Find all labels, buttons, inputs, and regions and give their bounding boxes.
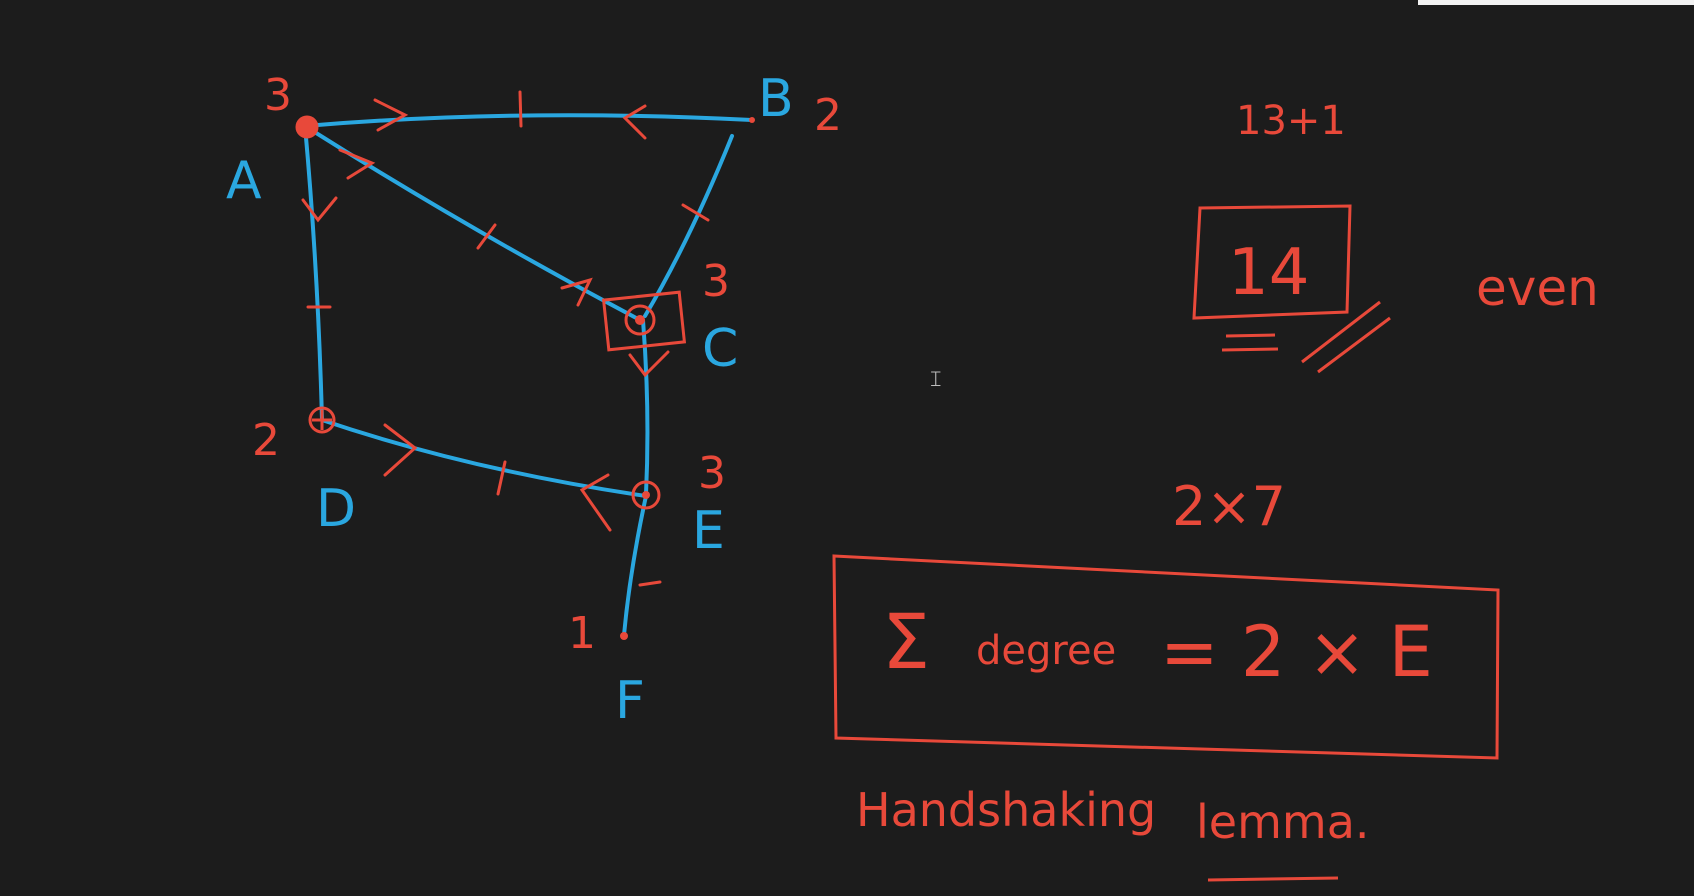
arrow-mark (385, 425, 415, 475)
total-value: 14 (1228, 236, 1310, 310)
tick-mark (498, 462, 505, 494)
vertex-label-e: E (692, 501, 725, 561)
lemma-handshaking: Handshaking (856, 783, 1157, 837)
vertex-label-d: D (316, 479, 357, 539)
degree-label-d: 2 (252, 415, 280, 466)
arrow-mark (630, 352, 668, 375)
arrow-mark (375, 100, 405, 130)
vertex-label-b: B (758, 69, 794, 129)
arrow-mark (582, 475, 610, 530)
formula-sigma: Σ (882, 597, 931, 686)
text-cursor-icon: 𝙸 (928, 367, 944, 392)
degree-label-e: 3 (698, 448, 726, 499)
lemma-word: lemma. (1196, 795, 1370, 849)
vertex-label-f: F (615, 671, 645, 731)
vertex-labels (226, 69, 794, 731)
degree-labels (252, 70, 842, 659)
degree-label-b: 2 (814, 90, 842, 141)
vertex-b-dot (749, 117, 755, 123)
graph-edges (305, 115, 752, 635)
vertex-d-cross (312, 410, 332, 430)
tick-mark (520, 92, 521, 126)
vertex-e-center (642, 491, 650, 499)
double-underline (1222, 335, 1278, 350)
edge-d-e (322, 420, 646, 496)
degree-label-c: 3 (702, 256, 730, 307)
lemma-underline (1208, 878, 1338, 880)
vertex-f-dot (620, 632, 628, 640)
vertex-label-a: A (226, 151, 262, 211)
vertex-c-center (635, 315, 645, 325)
formula-rhs: = 2 × E (1160, 611, 1433, 693)
parity-word: even (1476, 259, 1599, 317)
product-expression: 2×7 (1172, 475, 1286, 538)
vertex-label-c: C (702, 319, 739, 379)
degree-label-f: 1 (568, 608, 596, 659)
arrow-mark (625, 106, 645, 138)
sum-expression: 13+1 (1236, 98, 1346, 144)
arrow-mark (303, 198, 336, 220)
edge-e-f (624, 496, 646, 635)
vertex-markers (297, 117, 755, 640)
edge-annotations (303, 92, 708, 585)
edge-a-b (305, 115, 752, 126)
vertex-a-dot (297, 117, 317, 137)
tick-mark (640, 582, 660, 585)
edge-a-d (305, 126, 322, 420)
degree-label-a: 3 (264, 70, 292, 121)
formula-degree: degree (976, 628, 1117, 674)
